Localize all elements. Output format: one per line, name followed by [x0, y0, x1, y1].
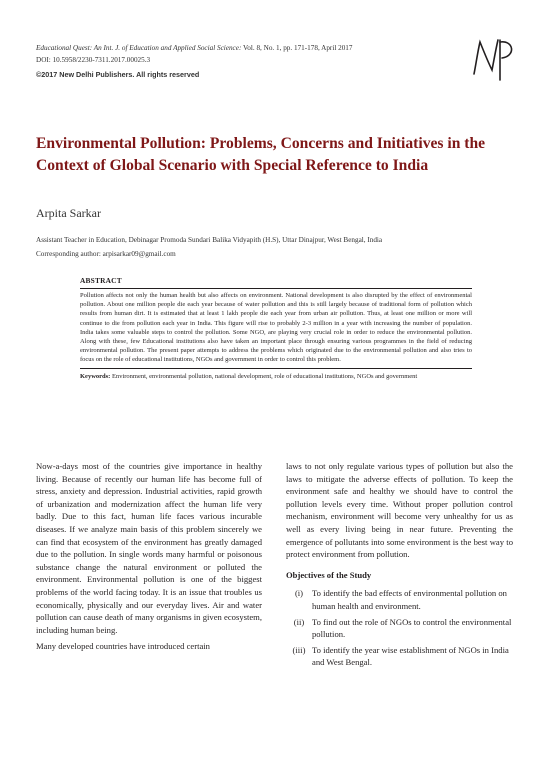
journal-citation [36, 43, 353, 53]
keywords-label: Keywords: [80, 372, 111, 380]
author-affiliation: Assistant Teacher in Education, Debinagar Promoda Sundari Balika Vidyapith (H.S), Uttar Dinajpur, West Bengal, India [36, 236, 383, 244]
body-right-column [286, 460, 513, 672]
list-item-text: To identify the bad effects of environmental pollution on human health and environment. [312, 588, 507, 611]
list-item [286, 616, 513, 641]
article-title: Environmental Pollution: Problems, Concerns and Initiatives in the Context of Global Scenario with Special Reference to India [36, 135, 486, 174]
list-item [286, 587, 513, 612]
keywords [80, 369, 472, 381]
objectives-list [286, 587, 513, 669]
corresponding-author: Corresponding author: arpisarkar09@gmail.com [36, 250, 176, 258]
np-publisher-logo-icon [470, 34, 518, 82]
abstract-section [80, 276, 472, 381]
body-left-column [36, 460, 262, 657]
objectives-heading: Objectives of the Study [286, 569, 372, 580]
keywords-text: Environment, environmental pollution, national development, role of educational institutions, NGOs and government [111, 372, 418, 380]
list-item-number: (iii) [292, 644, 306, 655]
abstract-heading: ABSTRACT [80, 276, 122, 285]
list-item-number: (i) [294, 588, 304, 599]
copyright-line: ©2017 New Delhi Publishers. All rights reserved [36, 70, 200, 79]
abstract-text: Pollution affects not only the human health but also affects on environment. National development is also disrupted by the effect of environmental pollution. About one million people die each year because of water pollution and this is still largely because of traditional form of pollution which results from human dirt. It is estimated that at least 1 lakh people die each year from urban air pollution. Thus, at least one million or more will continue to die from pollution each year in India. This figure will rise to probably 2-3 million in a year with increasing the number of population. India takes some valuable steps to control the pollution. Some NGO, are playing very crucial role in order to reduce the environmental pollution. Along with these, few Educational institutions also have taken an important place through ensuring various programmes in the field of reducing environmental pollution. The present paper attempts to address the problems which originated due to the environmental pollution and also tries to focus on the role of educational institutions, NGOs and government in order to control this problem. [80, 292, 472, 364]
body-paragraph: Many developed countries have introduced certain [36, 641, 210, 652]
list-item [286, 644, 513, 669]
body-paragraph: Now-a-days most of the countries give importance in healthy living. Because of recently our human life has become full of stress, anxiety and depression. Industrial activities, rapid growth of urbanization and modernization affect the human life very badly. Due to this fact, human life faces various incurable diseases. If we analyze main basis of this problem sincerely we can find that ecosystem of the environment has greatly damaged due to the pollution. In single words many harmful or poisonous substance change the natural environment or polluted the environment. Environmental pollution is one of the biggest problems of the world facing today. It is an issue that troubles us economically, physically and our everyday lives. Air and water pollution can cause death of many organisms in given ecosystem, including human being. [36, 461, 262, 635]
list-item-number: (ii) [293, 616, 305, 627]
volume-info: Vol. 8, No. 1, pp. 171-178, April 2017 [243, 44, 353, 52]
list-item-text: To find out the role of NGOs to control the environmental pollution. [312, 616, 512, 640]
author-name: Arpita Sarkar [36, 206, 101, 220]
list-item-text: To identify the year wise establishment of NGOs in India and West Bengal. [312, 644, 509, 668]
doi-line: DOI: 10.5958/2230-7311.2017.00025.3 [36, 56, 151, 64]
body-paragraph: laws to not only regulate various types of pollution but also the laws to mitigate the adverse effects of pollution. To keep the environment safe and healthy we should have to control the pollution levels every time. Without proper pollution control mechanism, environment will become very unhealthy for us as well as every living being in near future. Preventing the emergence of pollutants into some environment is the best way to protect environment from pollution. [286, 461, 513, 560]
journal-name: Educational Quest: An Int. J. of Education and Applied Social Science: [36, 44, 242, 52]
